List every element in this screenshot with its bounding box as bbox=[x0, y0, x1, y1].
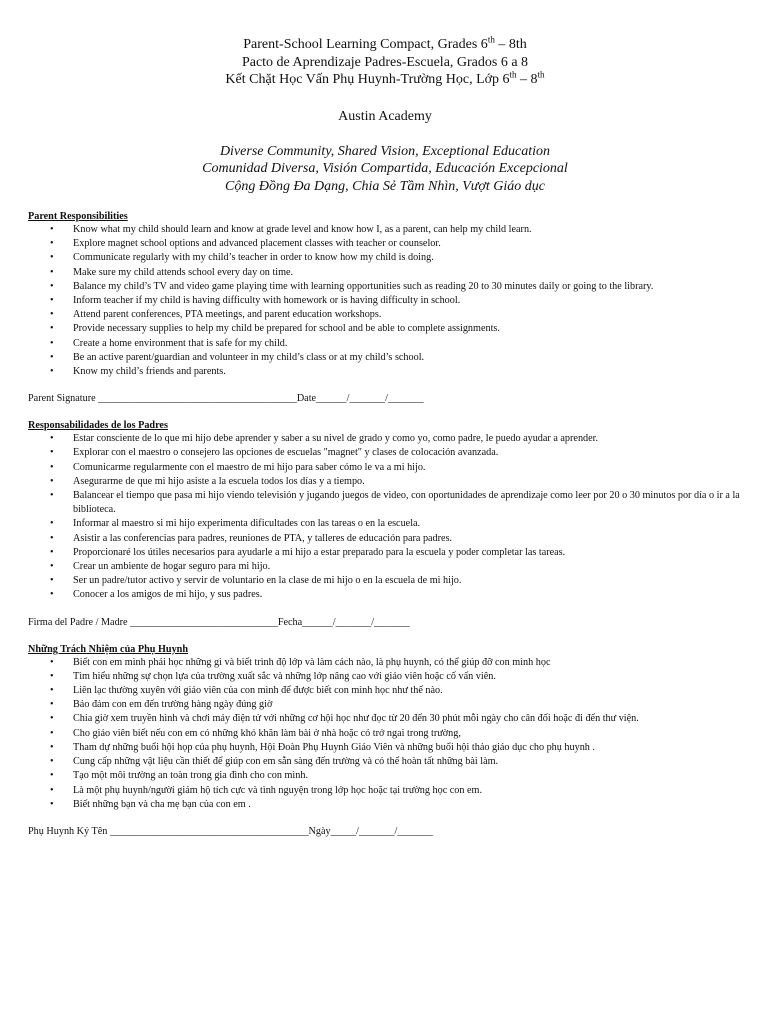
responsibility-list-vietnamese bbox=[28, 656, 750, 812]
section-title-english: Parent Responsibilities bbox=[28, 211, 128, 222]
firma-padre-line[interactable]: Firma del Padre / Madre _____________________________Fecha______/_______/_______ bbox=[28, 616, 410, 628]
section-responsabilidades bbox=[28, 419, 750, 629]
list-item: • Provide necessary supplies to help my child be prepared for school and be able to complete assignments. bbox=[28, 322, 750, 336]
parent-signature-line[interactable]: Parent Signature _______________________________________Date______/_______/_______ bbox=[28, 393, 424, 405]
list-item: • Là một phụ huynh/người giám hộ tích cực và tình nguyện trong lớp học hoặc tại trường học con em. bbox=[28, 784, 750, 798]
phu-huynh-signature-line[interactable]: Phụ Huynh Ký Tên _______________________________________Ngày_____/_______/_______ bbox=[28, 825, 434, 837]
list-item: • Asistir a las conferencias para padres, reuniones de PTA, y talleres de educación para padres. bbox=[28, 532, 750, 546]
motto-english: Diverse Community, Shared Vision, Exceptional Education bbox=[219, 143, 551, 159]
document-header bbox=[0, 36, 770, 195]
list-item: • Communicate regularly with my child’s teacher in order to know how my child is doing. bbox=[28, 251, 750, 265]
list-item: • Comunicarme regularmente con el maestro de mi hijo para saber cómo le va a mi hijo. bbox=[28, 461, 750, 475]
list-item: • Chia giờ xem truyền hình và chơi máy điện tử với những cơ hội học như đọc từ 20 đến 30 phút mỗi ngày cho cân đối hoặc đi đến thư viện. bbox=[28, 712, 750, 726]
list-item: • Tìm hiểu những sự chọn lựa của trường xuất sắc và những lớp nâng cao với giáo viên hoặc cố vấn viên. bbox=[28, 670, 750, 684]
list-item: • Biết những bạn và cha mẹ bạn của con em . bbox=[28, 798, 750, 812]
section-trach-nhiem bbox=[28, 643, 750, 839]
title-english bbox=[0, 36, 770, 54]
document-body bbox=[28, 210, 750, 839]
list-item: • Know what my child should learn and know at grade level and know how I, as a parent, can help my child learn. bbox=[28, 223, 750, 237]
list-item: • Balancear el tiempo que pasa mi hijo viendo televisión y jugando juegos de video, con oportunidades de aprendizaje como leer por 20 o 30 minutos por día o ir a la biblioteca. bbox=[28, 489, 750, 517]
list-item: • Proporcionaré los útiles necesarios para ayudarle a mi hijo a estar preparado para la escuela y poder completar las tareas. bbox=[28, 546, 750, 560]
list-item: • Asegurarme de que mi hijo asiste a la escuela todos los días y a tiempo. bbox=[28, 475, 750, 489]
list-item: • Estar consciente de lo que mi hijo debe aprender y saber a su nivel de grado y como yo, como padre, le puedo ayudar a aprender. bbox=[28, 432, 750, 446]
responsibility-list-english bbox=[28, 223, 750, 379]
list-item: • Attend parent conferences, PTA meetings, and parent education workshops. bbox=[28, 308, 750, 322]
list-item: • Tham dự những buổi hội họp của phụ huynh, Hội Đoàn Phụ Huynh Giáo Viên và những buổi hội thảo giáo dục cho phụ huynh . bbox=[28, 741, 750, 755]
title-vietnamese-superscript-1: th bbox=[509, 69, 517, 80]
section-title-spanish: Responsabilidades de los Padres bbox=[28, 420, 168, 432]
title-vietnamese bbox=[0, 71, 770, 89]
list-item: • Conocer a los amigos de mi hijo, y sus padres. bbox=[28, 588, 750, 602]
responsibility-list-spanish bbox=[28, 432, 750, 602]
list-item: • Make sure my child attends school every day on time. bbox=[28, 266, 750, 280]
list-item: • Explore magnet school options and advanced placement classes with teacher or counselor. bbox=[28, 237, 750, 251]
list-item: • Explorar con el maestro o consejero las opciones de escuelas "magnet" y clases de colocación avanzada. bbox=[28, 446, 750, 460]
title-english-end: – 8th bbox=[494, 37, 527, 52]
section-title-vietnamese: Những Trách Nhiệm của Phụ Huynh bbox=[28, 643, 188, 655]
list-item: • Balance my child’s TV and video game playing time with learning opportunities such as reading 20 to 30 minutes daily or going to the library. bbox=[28, 280, 750, 294]
title-vietnamese-mid: – 8 bbox=[516, 72, 538, 87]
section-parent-responsibilities bbox=[28, 210, 750, 406]
motto-vietnamese: Cộng Đồng Đa Dạng, Chia Sẻ Tầm Nhìn, Vượt Giáo dục bbox=[225, 178, 545, 194]
list-item: • Informar al maestro si mi hijo experimenta dificultades con las tareas o en la escuela. bbox=[28, 517, 750, 531]
list-item: • Biết con em mình phải học những gì và biết trình độ lớp và làm cách nào, là phụ huynh, có thể giúp đỡ con mình học bbox=[28, 656, 750, 670]
title-spanish: Pacto de Aprendizaje Padres-Escuela, Grados 6 a 8 bbox=[241, 54, 529, 70]
list-item: • Ser un padre/tutor activo y servir de voluntario en la clase de mi hijo o en la escuela de mi hijo. bbox=[28, 574, 750, 588]
list-item: • Crear un ambiente de hogar seguro para mi hijo. bbox=[28, 560, 750, 574]
school-name: Austin Academy bbox=[338, 108, 432, 124]
list-item: • Inform teacher if my child is having difficulty with homework or is having difficulty in school. bbox=[28, 294, 750, 308]
motto-spanish: Comunidad Diversa, Visión Compartida, Educación Excepcional bbox=[202, 161, 568, 176]
list-item: • Know my child’s friends and parents. bbox=[28, 365, 750, 379]
list-item: • Cung cấp những vật liệu cần thiết để giúp con em sẵn sàng đến trường và có thể hoàn tất những bài làm. bbox=[28, 755, 750, 769]
list-item: • Tạo một môi trường an toàn trong gia đình cho con mình. bbox=[28, 769, 750, 783]
list-item: • Create a home environment that is safe for my child. bbox=[28, 337, 750, 351]
title-english-text: Parent-School Learning Compact, Grades 6 bbox=[243, 37, 488, 52]
list-item: • Be an active parent/guardian and volunteer in my child’s class or at my child’s school. bbox=[28, 351, 750, 365]
list-item: • Bảo đảm con em đến trường hàng ngày đúng giờ bbox=[28, 698, 750, 712]
list-item: • Liên lạc thường xuyên với giáo viên của con mình để được biết con mình học như thế nào. bbox=[28, 684, 750, 698]
title-english-superscript: th bbox=[487, 34, 495, 45]
title-vietnamese-superscript-2: th bbox=[537, 69, 545, 80]
title-vietnamese-text: Kết Chặt Học Vấn Phụ Huynh-Trường Học, Lớp 6 bbox=[225, 72, 510, 87]
list-item: • Cho giáo viên biết nếu con em có những khó khăn làm bài ở nhà hoặc có trở ngai trong trường, bbox=[28, 727, 750, 741]
